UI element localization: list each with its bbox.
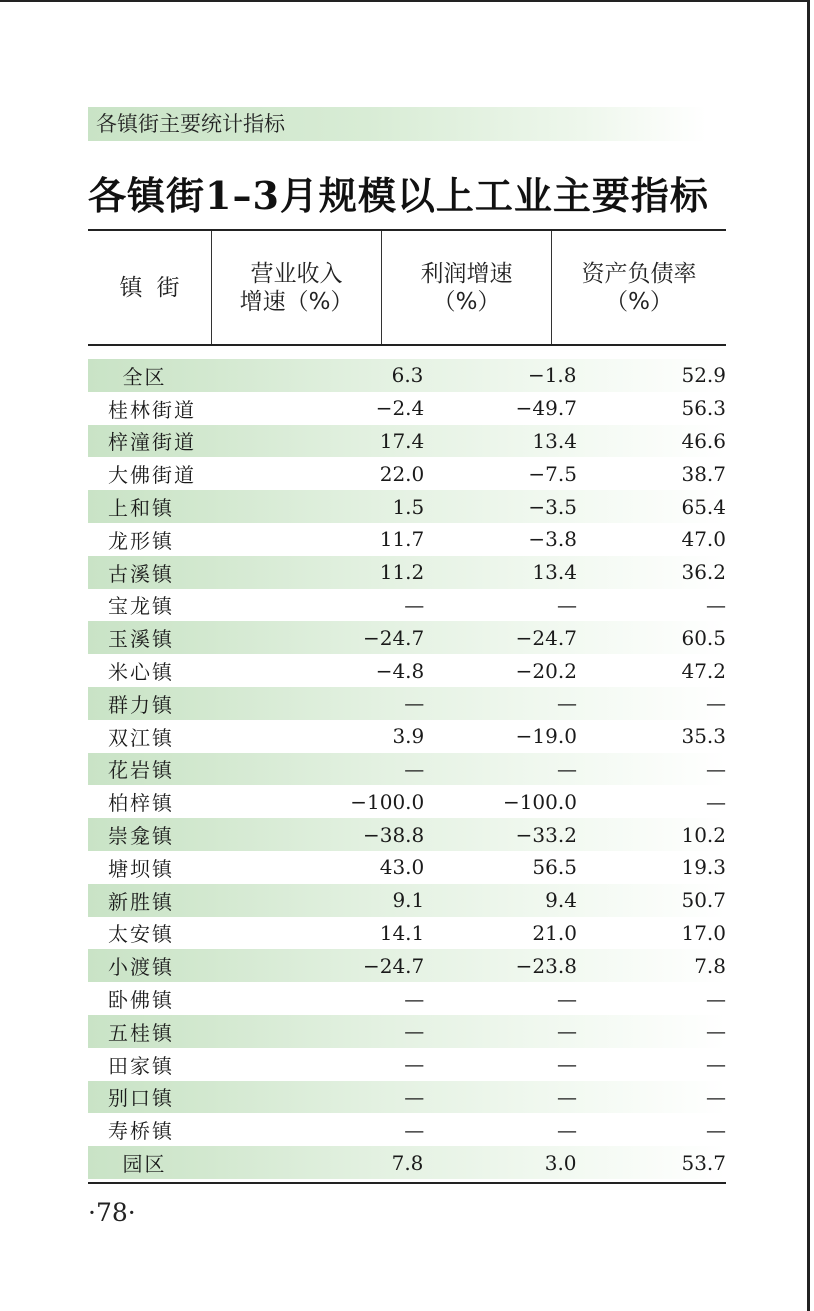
row-debt-ratio: 17.0 [681,920,726,945]
table-row [88,1081,726,1114]
row-revenue-growth: −2.4 [375,396,425,421]
row-debt-ratio: 35.3 [681,724,726,749]
row-debt-ratio: 53.7 [681,1150,726,1175]
row-debt-ratio: — [706,756,726,781]
row-profit-growth: 3.0 [544,1150,577,1175]
table-row [88,589,726,622]
row-revenue-growth: 3.9 [392,724,425,749]
row-profit-growth: −100.0 [502,789,577,814]
row-town-name: 园区 [122,1152,167,1177]
row-profit-growth: — [556,1117,577,1142]
row-debt-ratio: 7.8 [694,953,726,978]
table-row [88,654,726,687]
row-revenue-growth: 17.4 [379,428,425,453]
row-profit-growth: 21.0 [532,920,577,945]
row-town-name: 崇龛镇 [108,824,174,849]
row-revenue-growth: — [404,592,425,617]
row-profit-growth: −24.7 [515,625,577,650]
row-profit-growth: 13.4 [532,428,577,453]
indicator-table [88,229,726,1184]
row-revenue-growth: 7.8 [391,1150,424,1175]
row-town-name: 桂林街道 [108,397,196,422]
row-revenue-growth: −4.8 [375,658,425,683]
row-profit-growth: −1.8 [527,363,577,388]
row-debt-ratio: — [706,789,726,814]
row-revenue-growth: −38.8 [362,822,425,847]
row-town-name: 寿桥镇 [108,1119,174,1144]
row-town-name: 塘坝镇 [108,856,174,881]
header-town: 镇街 [88,231,212,344]
row-debt-ratio: — [706,1117,726,1142]
table-row [88,818,726,851]
row-revenue-growth: −24.7 [362,953,425,978]
row-revenue-growth: −100.0 [350,789,425,814]
page-number: ·78· [88,1198,136,1227]
row-profit-growth: 13.4 [532,560,577,585]
header-debt-ratio: 资产负债率 （%） [581,260,697,315]
header-profit-growth: 利润增速 （%） [382,231,552,344]
row-revenue-growth: — [404,691,425,716]
row-town-name: 大佛街道 [108,463,196,488]
row-debt-ratio: 19.3 [681,855,726,880]
table-row [88,1015,726,1048]
row-profit-growth: — [556,1084,577,1109]
table-row [88,523,726,556]
table-row [88,621,726,654]
row-profit-growth: −3.8 [528,527,577,552]
table-row [88,949,726,982]
row-town-name: 米心镇 [108,660,174,685]
table-body [88,346,726,1179]
row-profit-growth: −33.2 [515,822,577,847]
row-profit-growth: — [556,592,577,617]
page-title: 各镇街1–3月规模以上工业主要指标 [88,173,709,218]
row-revenue-growth: 11.7 [379,527,425,552]
row-profit-growth: −19.0 [515,724,577,749]
row-town-name: 宝龙镇 [108,594,174,619]
row-town-name: 太安镇 [108,922,174,947]
row-debt-ratio: 52.9 [681,363,726,388]
table-row [88,392,726,425]
table-row [88,753,726,786]
row-town-name: 梓潼街道 [108,430,196,455]
row-profit-growth: — [556,986,577,1011]
row-revenue-growth: — [404,1052,425,1077]
row-town-name: 全区 [122,364,167,389]
table-row [88,917,726,950]
row-town-name: 花岩镇 [108,758,174,783]
table-bottom-rule [88,1182,726,1184]
row-debt-ratio: 60.5 [681,625,726,650]
row-revenue-growth: −24.7 [362,625,425,650]
row-debt-ratio: — [706,1084,726,1109]
header-revenue-growth: 营业收入 增速（%） [212,231,382,344]
row-debt-ratio: 38.7 [681,461,726,486]
row-debt-ratio: 47.2 [681,658,726,683]
row-profit-growth: 9.4 [545,888,577,913]
row-debt-ratio: 56.3 [681,396,726,421]
table-row [88,490,726,523]
row-town-name: 群力镇 [108,692,174,717]
row-town-name: 田家镇 [108,1053,174,1078]
table-row [88,1113,726,1146]
row-revenue-growth: 9.1 [392,888,425,913]
row-town-name: 小渡镇 [108,955,174,980]
row-debt-ratio: 47.0 [681,527,726,552]
row-debt-ratio: 50.7 [681,888,726,913]
row-town-name: 别口镇 [108,1086,174,1111]
row-debt-ratio: — [706,1052,726,1077]
row-town-name: 卧佛镇 [108,988,174,1013]
table-row [88,884,726,917]
row-revenue-growth: 22.0 [379,461,425,486]
row-debt-ratio: — [706,691,726,716]
row-profit-growth: 56.5 [532,855,577,880]
row-revenue-growth: — [404,1117,425,1142]
table-row [88,720,726,753]
row-revenue-growth: 1.5 [392,494,425,519]
table-row [88,687,726,720]
table-row [88,556,726,589]
row-revenue-growth: 43.0 [379,855,425,880]
table-row [88,1146,726,1179]
row-town-name: 五桂镇 [108,1020,174,1045]
table-row [88,785,726,818]
row-profit-growth: −23.8 [515,953,577,978]
row-debt-ratio: 36.2 [681,560,726,585]
row-revenue-growth: — [404,1084,425,1109]
table-row [88,851,726,884]
row-profit-growth: — [556,1052,577,1077]
row-town-name: 龙形镇 [108,528,174,553]
row-profit-growth: — [556,756,577,781]
row-revenue-growth: — [404,986,425,1011]
row-debt-ratio: 46.6 [681,428,726,453]
table-header-row [88,231,726,344]
table-row [88,457,726,490]
row-profit-growth: −49.7 [515,396,577,421]
row-profit-growth: — [556,691,577,716]
row-revenue-growth: — [404,1019,425,1044]
row-revenue-growth: 11.2 [379,560,425,585]
row-profit-growth: — [556,1019,577,1044]
row-town-name: 柏梓镇 [108,791,174,816]
table-row [88,982,726,1015]
table-row [88,425,726,458]
row-debt-ratio: — [706,986,726,1011]
row-revenue-growth: 6.3 [391,363,424,388]
row-profit-growth: −7.5 [528,461,577,486]
section-banner: 各镇街主要统计指标 [88,107,706,141]
table-row [88,359,726,392]
row-profit-growth: −20.2 [515,658,577,683]
row-profit-growth: −3.5 [528,494,577,519]
row-debt-ratio: 65.4 [681,494,726,519]
row-revenue-growth: 14.1 [379,920,425,945]
row-debt-ratio: — [706,592,726,617]
row-town-name: 双江镇 [108,725,174,750]
row-town-name: 玉溪镇 [108,627,174,652]
row-revenue-growth: — [404,756,425,781]
row-town-name: 新胜镇 [108,889,174,914]
row-debt-ratio: 10.2 [681,822,726,847]
row-town-name: 古溪镇 [108,561,174,586]
table-row [88,1048,726,1081]
row-debt-ratio: — [706,1019,726,1044]
row-town-name: 上和镇 [108,496,174,521]
